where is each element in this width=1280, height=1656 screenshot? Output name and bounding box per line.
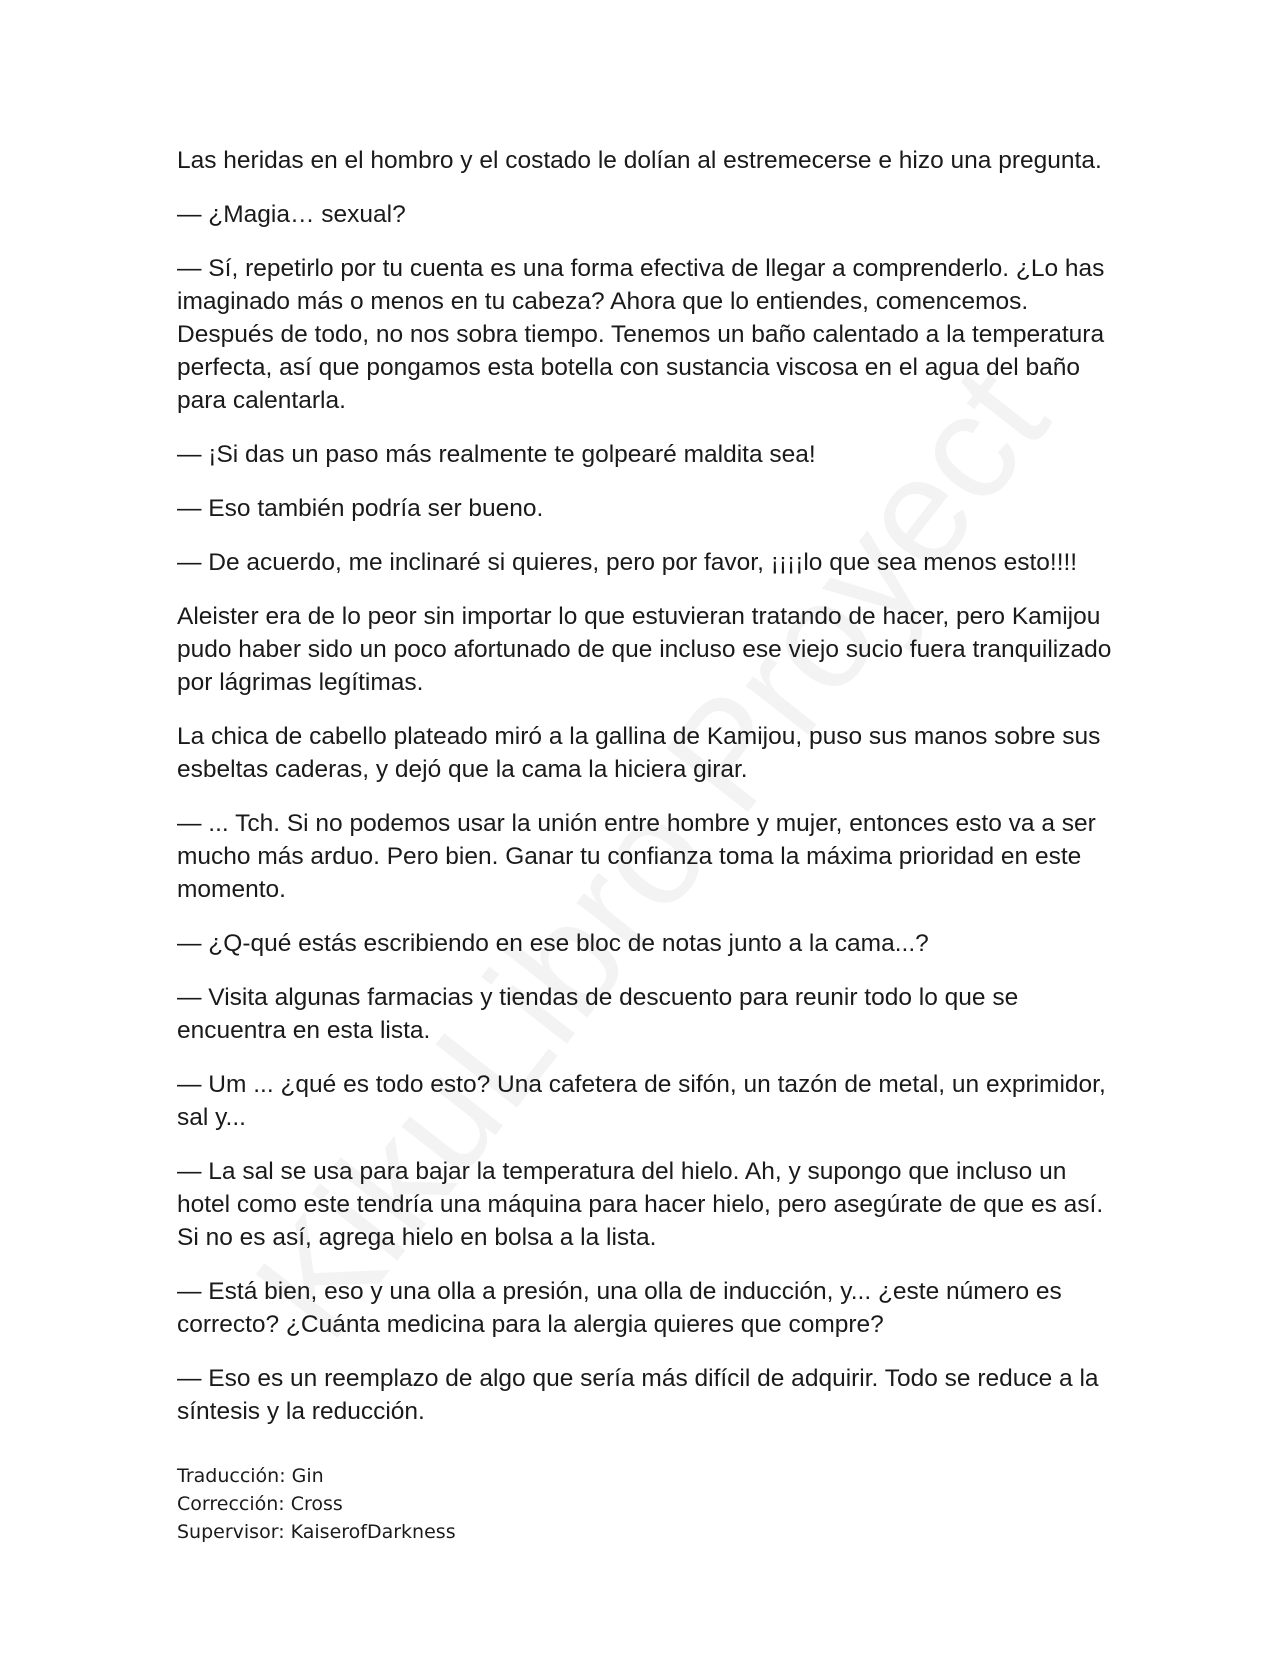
- credits: [177, 1462, 456, 1546]
- paragraph: — ¿Magia… sexual?: [177, 201, 406, 228]
- paragraph: — Um ... ¿qué es todo esto? Una cafetera de sifón, un tazón de metal, un exprimidor, sal y...: [177, 1071, 1106, 1131]
- body-text: [177, 144, 1117, 1428]
- paragraph: — Eso también podría ser bueno.: [177, 495, 544, 522]
- paragraph: — La sal se usa para bajar la temperatura del hielo. Ah, y supongo que incluso un hotel como este tendría una máquina para hacer hielo, pero asegúrate de que es así. Si no es así, agrega hielo en bolsa a la lista.: [177, 1158, 1104, 1251]
- paragraph: — Visita algunas farmacias y tiendas de descuento para reunir todo lo que se encuentra en esta lista.: [177, 984, 1019, 1044]
- paragraph: — De acuerdo, me inclinaré si quieres, pero por favor, ¡¡¡¡lo que sea menos esto!!!!: [177, 549, 1078, 576]
- paragraph: — ... Tch. Si no podemos usar la unión entre hombre y mujer, entonces esto va a ser mucho más arduo. Pero bien. Ganar tu confianza toma la máxima prioridad en este momento.: [177, 810, 1096, 903]
- paragraph: — ¿Q-qué estás escribiendo en ese bloc de notas junto a la cama...?: [177, 930, 929, 957]
- credit-supervisor: Supervisor: KaiserofDarkness: [177, 1521, 456, 1543]
- paragraph: — Está bien, eso y una olla a presión, una olla de inducción, y... ¿este número es correcto? ¿Cuánta medicina para la alergia quieres que compre?: [177, 1278, 1062, 1338]
- paragraph: Aleister era de lo peor sin importar lo que estuvieran tratando de hacer, pero Kamijou pudo haber sido un poco afortunado de que incluso ese viejo sucio fuera tranquilizado por lágrimas legítimas.: [177, 603, 1112, 696]
- credit-correction: Corrección: Cross: [177, 1493, 343, 1515]
- paragraph: — ¡Si das un paso más realmente te golpearé maldita sea!: [177, 441, 816, 468]
- paragraph: Las heridas en el hombro y el costado le dolían al estremecerse e hizo una pregunta.: [177, 147, 1102, 174]
- credit-translation: Traducción: Gin: [177, 1465, 324, 1487]
- paragraph: La chica de cabello plateado miró a la gallina de Kamijou, puso sus manos sobre sus esbeltas caderas, y dejó que la cama la hiciera girar.: [177, 723, 1101, 783]
- paragraph: — Eso es un reemplazo de algo que sería más difícil de adquirir. Todo se reduce a la síntesis y la reducción.: [177, 1365, 1099, 1425]
- paragraph: — Sí, repetirlo por tu cuenta es una forma efectiva de llegar a comprenderlo. ¿Lo has imaginado más o menos en tu cabeza? Ahora que lo entiendes, comencemos. Después de todo, no nos sobra tiempo. Tenemos un baño calentado a la temperatura perfecta, así que pongamos esta botella con sustancia viscosa en el agua del baño para calentarla.: [177, 255, 1105, 414]
